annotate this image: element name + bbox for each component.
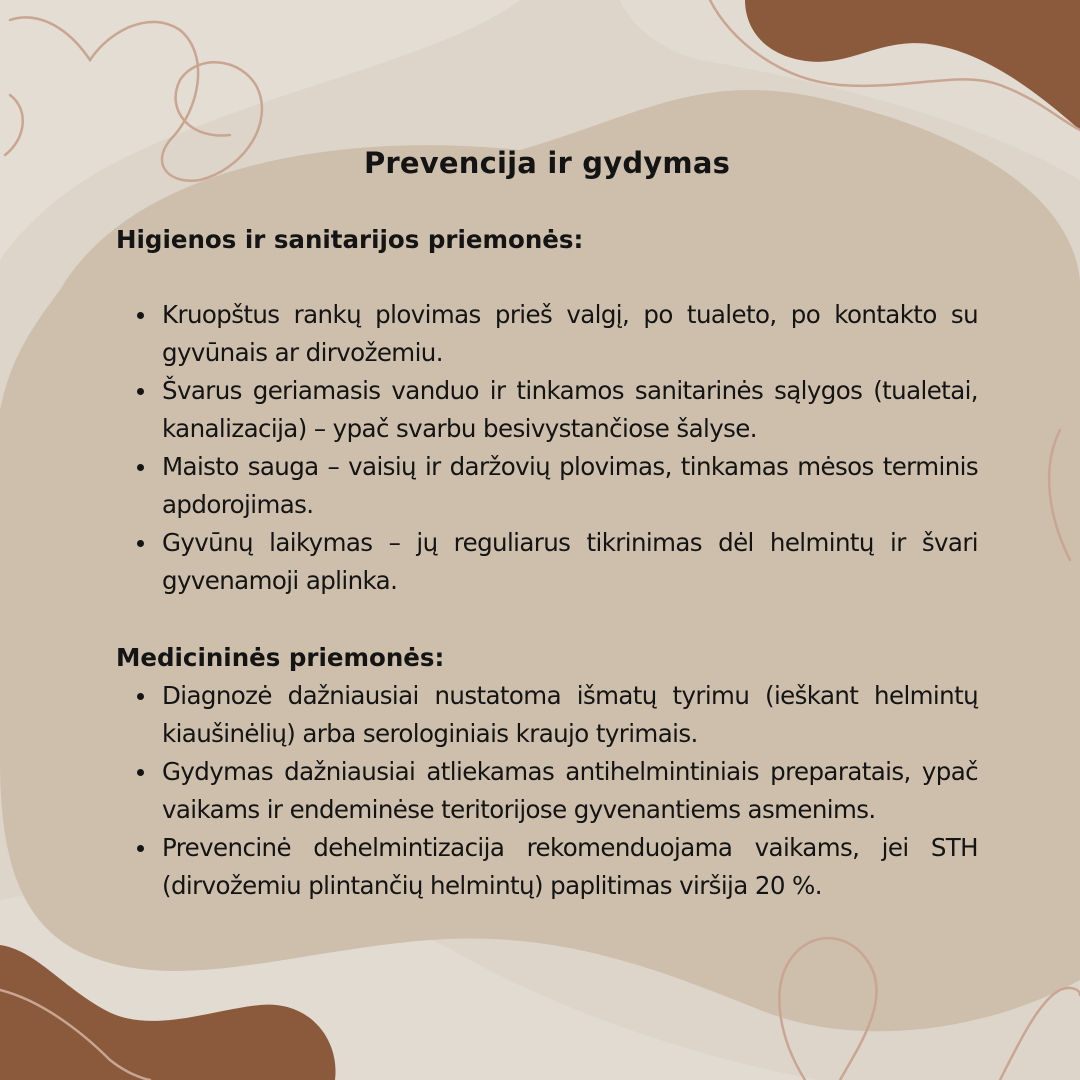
page-title: Prevencija ir gydymas [363,146,731,180]
medical-measures-list [162,677,978,905]
hygiene-measures-list [162,296,978,600]
list-item: Maisto sauga – vaisių ir daržovių plovimas, tinkamas mėsos terminis apdorojimas. [162,448,978,524]
list-item: Švarus geriamasis vanduo ir tinkamos sanitarinės sąlygos (tualetai, kanalizacija) – ypač svarbu besivystančiose šalyse. [162,372,978,448]
section-heading-hygiene: Higienos ir sanitarijos priemonės: [116,225,584,254]
list-item: Gydymas dažniausiai atliekamas antihelmintiniais preparatais, ypač vaikams ir endeminėse teritorijose gyvenantiems asmenims. [162,753,978,829]
list-item: Gyvūnų laikymas – jų reguliarus tikrinimas dėl helmintų ir švari gyvenamoji aplinka. [162,524,978,600]
list-item: Diagnozė dažniausiai nustatoma išmatų tyrimu (ieškant helmintų kiaušinėlių) arba serologiniais kraujo tyrimais. [162,677,978,753]
list-item: Prevencinė dehelmintizacija rekomenduojama vaikams, jei STH (dirvožemiu plintančių helmintų) paplitimas viršija 20 %. [162,829,978,905]
list-item: Kruopštus rankų plovimas prieš valgį, po tualeto, po kontakto su gyvūnais ar dirvožemiu. [162,296,978,372]
section-heading-medical: Medicininės priemonės: [116,643,445,672]
